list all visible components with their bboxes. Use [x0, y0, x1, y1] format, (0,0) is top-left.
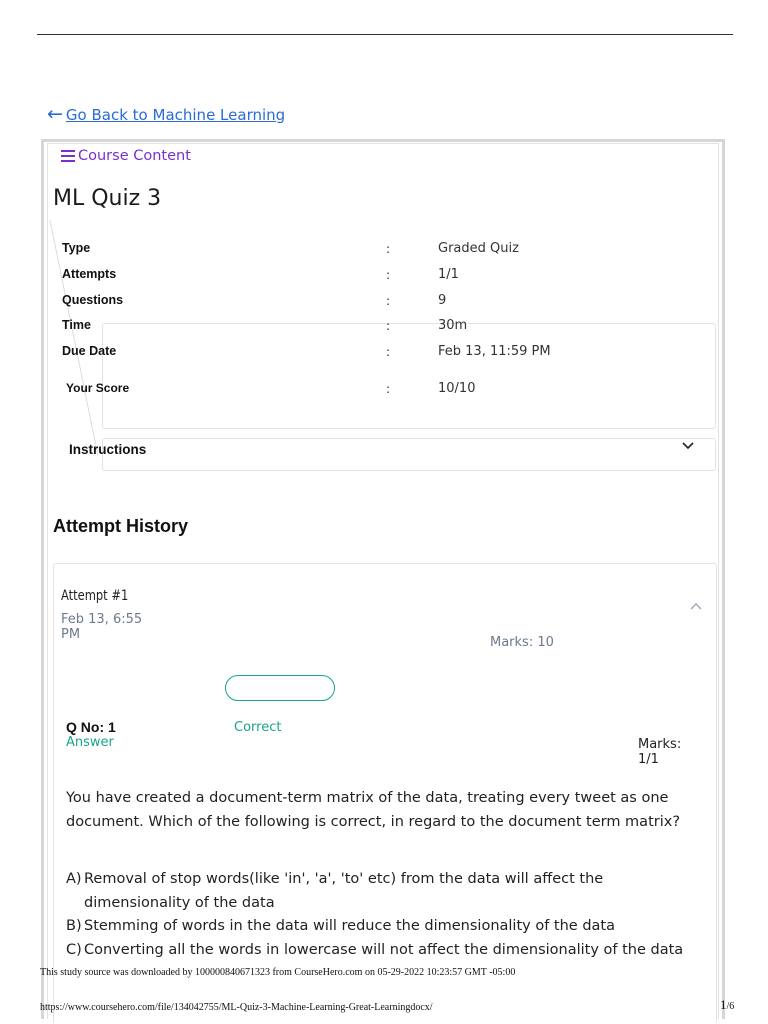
option-key: B)	[66, 918, 82, 934]
header-rule	[37, 34, 733, 35]
instructions-label[interactable]: Instructions	[69, 442, 147, 457]
info-label: Attempts	[62, 267, 117, 281]
question-text: You have created a document-term matrix of the data, treating every tweet as one document. Which of the following is correct, in regard to the document term matrix?	[66, 790, 681, 830]
footer-source-note: This study source was downloaded by 100000840671323 from CourseHero.com on 05-29-2022 10:23:57 GMT -05:00	[40, 967, 516, 978]
info-label: Type	[62, 241, 91, 255]
option-c	[66, 938, 706, 962]
back-link[interactable]	[47, 105, 285, 124]
back-link-label[interactable]: Go Back to Machine Learning	[65, 105, 286, 124]
score-box	[102, 323, 716, 429]
info-label: Your Score	[66, 381, 130, 395]
chevron-up-icon[interactable]	[689, 600, 703, 612]
info-row-type: Type : Graded Quiz	[62, 241, 519, 256]
info-row-score: Your Score : 10/10	[66, 381, 476, 396]
info-value: 30m	[438, 318, 468, 333]
option-text: Stemming of words in the data will reduce the dimensionality of the data	[84, 918, 615, 934]
info-value: 1/1	[438, 267, 459, 282]
attempt-date: Feb 13, 6:55 PM	[61, 612, 143, 642]
course-content-label: Course Content	[78, 148, 191, 164]
result-pill	[225, 675, 335, 701]
chevron-down-icon[interactable]	[680, 439, 696, 453]
info-value: Feb 13, 11:59 PM	[438, 344, 551, 359]
option-key: A)	[66, 871, 82, 887]
option-a	[66, 867, 706, 915]
info-value: 9	[438, 293, 447, 308]
page-title: ML Quiz 3	[53, 186, 162, 211]
attempt-marks: Marks: 10	[490, 635, 554, 650]
info-row-due-date: Due Date : Feb 13, 11:59 PM	[62, 344, 551, 359]
course-content-button[interactable]	[61, 148, 191, 164]
hamburger-icon	[61, 148, 75, 162]
page-number: 1/6	[720, 997, 735, 1012]
info-row-time: Time : 30m	[62, 318, 468, 333]
info-label: Questions	[62, 293, 124, 307]
option-key: C)	[66, 942, 82, 958]
arrow-left-icon: ←	[47, 103, 63, 125]
info-row-attempts: Attempts : 1/1	[62, 267, 459, 282]
info-value: 10/10	[438, 381, 476, 396]
info-label: Time	[62, 318, 91, 332]
info-row-questions: Questions : 9	[62, 293, 447, 308]
question-marks: Marks: 1/1	[638, 737, 682, 767]
answer-label: Answer	[66, 735, 114, 750]
info-label: Due Date	[62, 344, 117, 358]
footer-url: https://www.coursehero.com/file/134042755/ML-Quiz-3-Machine-Learning-Great-Learningdocx/	[40, 1002, 433, 1013]
instructions-accordion[interactable]	[102, 438, 716, 471]
status-badge: Correct	[234, 720, 282, 735]
attempt-history-heading: Attempt History	[53, 516, 189, 536]
question-number: Q No: 1	[66, 719, 116, 735]
info-value: Graded Quiz	[438, 241, 519, 256]
option-b	[66, 914, 706, 938]
attempt-number: Attempt #1	[61, 588, 129, 604]
option-text: Converting all the words in lowercase will not affect the dimensionality of the data	[84, 942, 684, 958]
option-text: Removal of stop words(like 'in', 'a', 'to' etc) from the data will affect the dimensionality of the data	[84, 871, 604, 911]
